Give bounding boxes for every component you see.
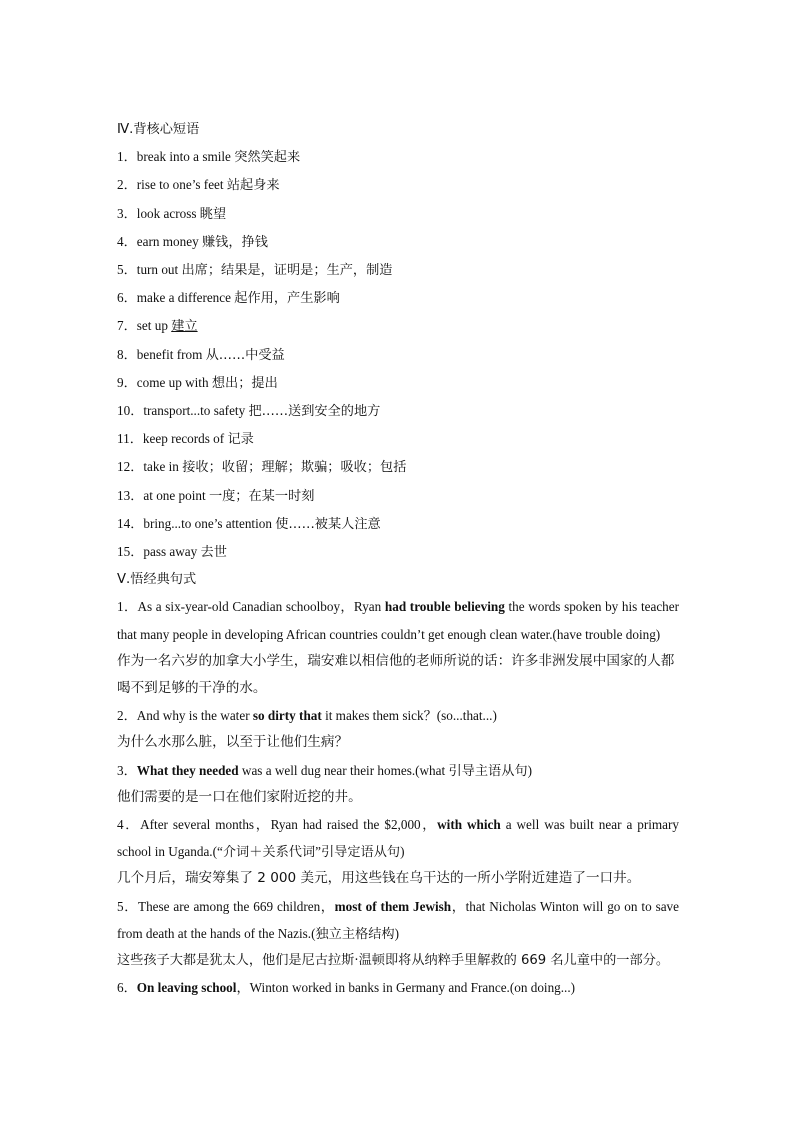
phrase-chinese: 记录 (227, 432, 254, 448)
sentence-translation: 几个月后，瑞安筹集了 2 000 美元，用这些钱在乌干达的一所小学附近建造了一口井。 (117, 870, 641, 887)
sentence-number: 6． (117, 980, 137, 996)
sentence-english (117, 593, 679, 647)
section-heading-classic-sentences: Ⅴ.悟经典句式 (117, 572, 197, 588)
sentence-text: As a six-year-old Canadian schoolboy，Ryan (137, 599, 385, 615)
phrase-english: benefit from (136, 346, 206, 362)
phrase-item (117, 200, 679, 228)
sentence-english (117, 974, 679, 1001)
phrase-number: 6． (117, 290, 137, 306)
phrase-item (117, 171, 679, 199)
phrase-number: 3． (117, 205, 137, 221)
sentence-number: 2． (117, 708, 137, 724)
phrase-english: set up (136, 318, 172, 334)
phrase-english: look across (136, 205, 200, 221)
phrase-number: 7． (117, 318, 137, 334)
key-structure: so dirty that (252, 708, 322, 724)
sentence-text: was a well dug near their homes.(what 引导主语从句) (238, 762, 532, 778)
phrase-item (117, 284, 679, 312)
phrase-number: 4． (117, 233, 137, 249)
phrase-english: take in (143, 459, 183, 475)
sentence-number: 5． (117, 898, 139, 914)
sentence-text: These are among the 669 children， (138, 898, 335, 914)
phrase-item (117, 143, 679, 171)
sentence-english (117, 757, 679, 784)
sentence-translation: 这些孩子大都是犹太人，他们是尼古拉斯·温顿即将从纳粹手里解救的 669 名儿童中的一部分。 (117, 953, 670, 969)
sentence-text: ，Winton worked in banks in Germany and France.(on doing...) (236, 980, 576, 996)
phrase-chinese: 起作用，产生影响 (234, 291, 340, 307)
sentence-translation: 他们需要的是一口在他们家附近挖的井。 (117, 788, 362, 805)
sentence-text: it makes them sick？(so...that...) (321, 708, 497, 724)
phrase-english: bring...to one’s attention (143, 515, 276, 531)
phrase-item (117, 341, 679, 369)
phrase-english: break into a smile (136, 149, 235, 165)
phrase-english: earn money (136, 233, 202, 249)
phrase-number: 1． (117, 149, 137, 165)
sentence-text: a well was built near a primary school in Uganda.(“介词＋关系代词”引导定语从句) (117, 817, 680, 860)
phrase-number: 9． (117, 374, 137, 390)
sentence-text: ，that Nicholas Winton will go on to save from death at the hands of the Nazis.(独立主格结构) (117, 898, 680, 941)
phrase-item (117, 369, 679, 397)
sentence-english (117, 893, 679, 947)
phrase-item (117, 312, 679, 340)
phrase-english: at one point (143, 487, 209, 503)
sentence-translation: 为什么水那么脏，以至于让他们生病？ (117, 734, 349, 751)
key-structure: with which (437, 817, 501, 833)
phrase-number: 14． (117, 515, 144, 531)
phrase-item (117, 538, 679, 566)
phrase-english: pass away (143, 544, 201, 560)
sentence-english (117, 702, 679, 729)
phrase-number: 5． (117, 262, 137, 278)
sentence-number: 3． (117, 762, 137, 778)
phrase-chinese: 建立 (171, 319, 198, 335)
sentence-number: 1． (117, 599, 138, 615)
key-structure: had trouble believing (384, 599, 505, 615)
phrase-number: 10． (117, 403, 144, 419)
phrase-english: rise to one’s feet (136, 177, 227, 193)
phrase-chinese: 使……被某人注意 (275, 516, 381, 532)
phrase-list (117, 143, 679, 566)
phrase-item (117, 453, 679, 481)
phrase-number: 11． (117, 431, 143, 447)
phrase-english: turn out (136, 262, 182, 278)
phrase-item (117, 482, 679, 510)
phrase-chinese: 把……送到安全的地方 (248, 404, 381, 420)
phrase-number: 2． (117, 177, 137, 193)
phrase-chinese: 一度；在某一时刻 (208, 488, 315, 504)
key-structure: On leaving school (136, 980, 237, 996)
phrase-english: keep records of (142, 431, 228, 447)
phrase-english: make a difference (136, 290, 235, 306)
phrase-chinese: 接收；收留；理解；欺骗；吸收；包括 (182, 460, 407, 476)
phrase-chinese: 突然笑起来 (234, 150, 301, 166)
phrase-item (117, 228, 679, 256)
sentence-translation: 作为一名六岁的加拿大小学生，瑞安难以相信他的老师所说的话：许多非洲发展中国家的人都喝不到足够的干净的水。 (117, 652, 675, 697)
key-structure: most of them Jewish (334, 898, 452, 914)
phrase-number: 13． (117, 487, 144, 503)
sentence-text: After several months，Ryan had raised the $2,000， (140, 817, 438, 833)
phrase-item (117, 510, 679, 538)
phrase-chinese: 眺望 (199, 206, 227, 222)
phrase-chinese: 出席；结果是，证明是；生产，制造 (181, 263, 393, 279)
sentence-number: 4． (117, 817, 141, 833)
sentence-text: And why is the water (136, 708, 253, 724)
phrase-english: transport...to safety (143, 403, 249, 419)
phrase-number: 12． (117, 459, 144, 475)
phrase-chinese: 去世 (200, 545, 227, 561)
phrase-english: come up with (136, 374, 212, 390)
section-heading-core-phrases: Ⅳ.背核心短语 (117, 122, 200, 137)
phrase-chinese: 想出；提出 (211, 375, 278, 391)
phrase-chinese: 赚钱，挣钱 (201, 234, 268, 250)
sentence-english (117, 811, 679, 865)
phrase-item (117, 425, 679, 453)
phrase-number: 15． (117, 544, 144, 560)
document-content (117, 116, 679, 1002)
phrase-item (117, 256, 679, 284)
phrase-chinese: 从……中受益 (205, 347, 285, 363)
phrase-number: 8． (117, 346, 137, 362)
key-structure: What they needed (136, 762, 239, 778)
sentence-text: the words spoken by his teacher that many people in developing African countries couldn’t get enough clean water.(have trouble doing) (117, 599, 680, 642)
phrase-item (117, 397, 679, 425)
phrase-chinese: 站起身来 (226, 178, 280, 194)
